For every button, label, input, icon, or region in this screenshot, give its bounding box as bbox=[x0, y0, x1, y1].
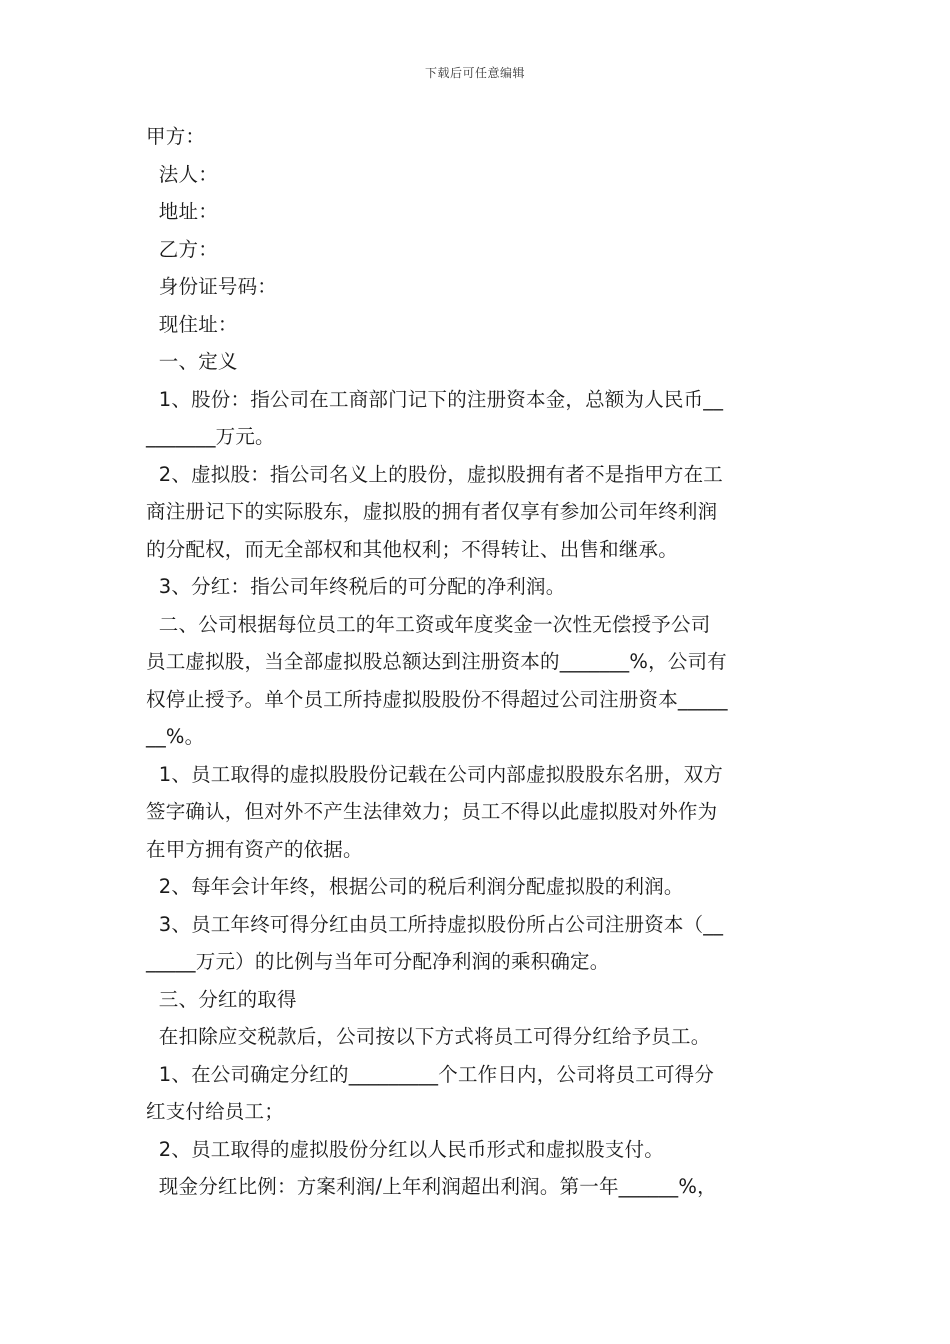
text-line: 签字确认，但对外不产生法律效力；员工不得以此虚拟股对外作为 bbox=[146, 800, 718, 823]
text-line: 身份证号码： bbox=[146, 275, 277, 298]
text-line: 员工虚拟股，当全部虚拟股总额达到注册资本的_______%，公司有 bbox=[146, 650, 727, 673]
text-line: 在甲方拥有资产的依据。 bbox=[146, 837, 363, 861]
section-heading: 一、定义 bbox=[146, 350, 238, 373]
text-line: 法人： bbox=[146, 162, 218, 186]
text-line: 现住址： bbox=[146, 312, 238, 336]
text-line: 2、虚拟股：指公司名义上的股份，虚拟股拥有者不是指甲方在工 bbox=[146, 462, 724, 486]
section-heading: 二、公司根据每位员工的年工资或年度奖金一次性无偿授予公司 bbox=[146, 612, 711, 636]
text-line: 2、每年会计年终，根据公司的税后利润分配虚拟股的利润。 bbox=[146, 875, 684, 898]
text-line: 地址： bbox=[146, 200, 218, 223]
text-line: 1、员工取得的虚拟股股份记载在公司内部虚拟股股东名册，双方 bbox=[146, 762, 724, 786]
text-line: 2、员工取得的虚拟股份分红以人民币形式和虚拟股支付。 bbox=[146, 1137, 664, 1161]
document-body bbox=[146, 118, 810, 1206]
text-line: 1、股份：指公司在工商部门记下的注册资本金，总额为人民币__ bbox=[146, 387, 724, 411]
text-line: 权停止授予。单个员工所持虚拟股股份不得超过公司注册资本_____ bbox=[146, 687, 728, 711]
text-line: 商注册记下的实际股东，虚拟股的拥有者仅享有参加公司年终利润 bbox=[146, 500, 718, 523]
text-line: 乙方： bbox=[146, 237, 218, 261]
section-heading: 三、分红的取得 bbox=[146, 987, 297, 1011]
text-line: _______万元。 bbox=[146, 425, 275, 448]
page-header-note: 下载后可任意编辑 bbox=[424, 66, 525, 80]
text-line: 红支付给员工； bbox=[146, 1100, 284, 1123]
text-line: 1、在公司确定分红的_________个工作日内，公司将员工可得分 bbox=[146, 1062, 715, 1086]
text-line: 在扣除应交税款后，公司按以下方式将员工可得分红给予员工。 bbox=[146, 1025, 711, 1048]
text-line: 的分配权，而无全部权和其他权利；不得转让、出售和继承。 bbox=[146, 537, 678, 561]
text-line: __%。 bbox=[146, 725, 205, 748]
text-line: 甲方： bbox=[146, 125, 206, 148]
text-line: 现金分红比例：方案利润/上年利润超出利润。第一年______%， bbox=[146, 1175, 717, 1198]
text-line: 3、分红：指公司年终税后的可分配的净利润。 bbox=[146, 575, 566, 598]
text-line: _____万元）的比例与当年可分配净利润的乘积确定。 bbox=[146, 950, 610, 973]
text-line: 3、员工年终可得分红由员工所持虚拟股份所占公司注册资本（__ bbox=[146, 912, 724, 936]
